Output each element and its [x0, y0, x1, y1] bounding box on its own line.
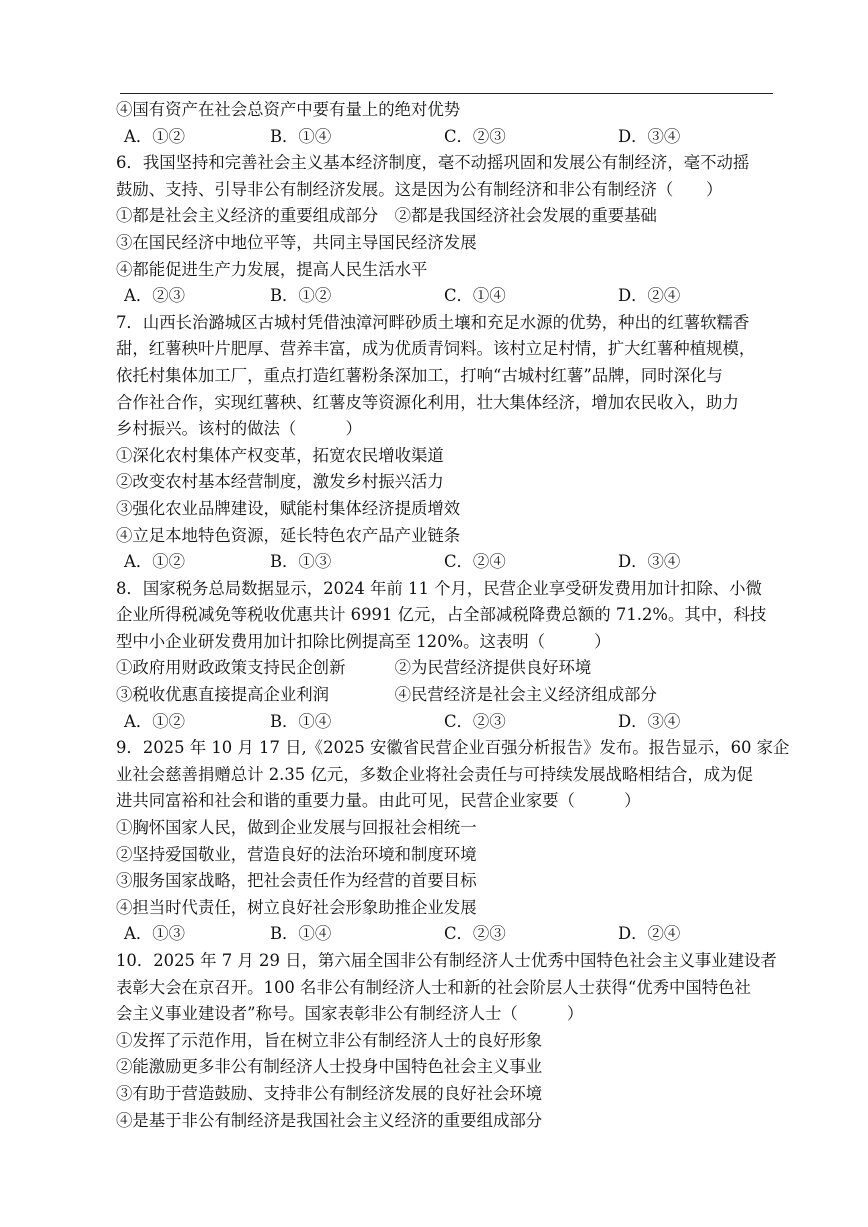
question-5-tail	[116, 97, 776, 150]
exam-page-content	[116, 97, 790, 1134]
question-line: 鼓励、支持、引导非公有制经济发展。这是因为公有制经济和非公有制经济（ ）	[116, 179, 723, 199]
statement-line: ②改变农村基本经营制度，激发乡村振兴活力	[116, 472, 444, 492]
answer-options	[116, 921, 776, 948]
question-10	[116, 948, 776, 1134]
option-c[interactable]: C．②③	[444, 924, 506, 944]
statement-line: ②能激励更多非公有制经济人士投身中国特色社会主义事业	[116, 1057, 543, 1077]
statement-line: ①政府用财政政策支持民企创新 ②为民营经济提供良好环境	[116, 658, 592, 678]
statement-line: ④都能促进生产力发展，提高人民生活水平	[116, 259, 428, 279]
statement-line: ④立足本地特色资源，延长特色农产品产业链条	[116, 525, 461, 545]
option-a[interactable]: A．①②	[124, 126, 186, 146]
option-c[interactable]: C．②③	[444, 711, 506, 731]
question-line: 6．我国坚持和完善社会主义基本经济制度，毫不动摇巩固和发展公有制经济，毫不动摇	[116, 153, 750, 173]
statement-line: ③强化农业品牌建设，赋能村集体经济提质增效	[116, 498, 461, 518]
question-line: 8．国家税务总局数据显示，2024 年前 11 个月，民营企业享受研发费用加计扣除、小微	[116, 578, 762, 598]
option-c[interactable]: C．①④	[444, 286, 506, 306]
question-8	[116, 576, 776, 736]
question-line: 乡村振兴。该村的做法（ ）	[116, 419, 362, 439]
question-line: 企业所得税减免等税收优惠共计 6991 亿元，占全部减税降费总额的 71.2%。其中，科技	[116, 605, 767, 625]
option-a[interactable]: A．①②	[124, 711, 186, 731]
question-line: 依托村集体加工厂，重点打造红薯粉条深加工，打响“古城村红薯”品牌，同时深化与	[116, 365, 723, 385]
answer-options	[116, 709, 776, 736]
option-d[interactable]: D．②④	[618, 924, 681, 944]
option-d[interactable]: D．③④	[618, 711, 681, 731]
statement-line: ②坚持爱国敬业，营造良好的法治环境和制度环境	[116, 844, 477, 864]
question-line: 7．山西长治潞城区古城村凭借浊漳河畔砂质土壤和充足水源的优势，种出的红薯软糯香	[116, 312, 750, 332]
option-d[interactable]: D．②④	[618, 286, 681, 306]
question-line: 甜，红薯秧叶片肥厚、营养丰富，成为优质青饲料。该村立足村情，扩大红薯种植规模，	[116, 339, 756, 359]
statement-line: ④担当时代责任，树立良好社会形象助推企业发展	[116, 897, 477, 917]
question-line: 9．2025 年 10 月 17 日,《2025 安徽省民营企业百强分析报告》发布。报告显示，60 家企	[116, 738, 790, 758]
header-rule	[120, 93, 773, 94]
statement-line: ①深化农村集体产权变革，拓宽农民增收渠道	[116, 445, 444, 465]
statement-line: ①胸怀国家人民，做到企业发展与回报社会相统一	[116, 818, 477, 838]
statement-line: ③有助于营造鼓励、支持非公有制经济发展的良好社会环境	[116, 1083, 543, 1103]
question-line: 型中小企业研发费用加计扣除比例提高至 120%。这表明（ ）	[116, 631, 611, 651]
option-b[interactable]: B．①④	[270, 711, 332, 731]
option-a[interactable]: A．②③	[124, 286, 186, 306]
statement-line: ①都是社会主义经济的重要组成部分 ②都是我国经济社会发展的重要基础	[116, 206, 657, 226]
answer-options	[116, 549, 776, 576]
statement-line: ①发挥了示范作用，旨在树立非公有制经济人士的良好形象	[116, 1030, 543, 1050]
statement-line: ④是基于非公有制经济是我国社会主义经济的重要组成部分	[116, 1110, 543, 1130]
question-line: 会主义事业建设者”称号。国家表彰非公有制经济人士（ ）	[116, 1004, 584, 1024]
statement-line: ③在国民经济中地位平等，共同主导国民经济发展	[116, 232, 477, 252]
option-a[interactable]: A．①②	[124, 552, 186, 572]
question-line: 进共同富裕和社会和谐的重要力量。由此可见，民营企业家要（ ）	[116, 791, 641, 811]
answer-options	[116, 283, 776, 310]
question-line: 表彰大会在京召开。100 名非公有制经济人士和新的社会阶层人士获得“优秀中国特色社	[116, 977, 751, 997]
statement-line: ③服务国家战略，把社会责任作为经营的首要目标	[116, 871, 477, 891]
option-b[interactable]: B．①②	[270, 286, 332, 306]
option-c[interactable]: C．②③	[444, 126, 506, 146]
answer-options	[116, 124, 776, 151]
question-line: 业社会慈善捐赠总计 2.35 亿元，多数企业将社会责任与可持续发展战略相结合，成为促	[116, 764, 753, 784]
question-6	[116, 150, 776, 310]
option-d[interactable]: D．③④	[618, 126, 681, 146]
question-9	[116, 735, 790, 948]
statement-line: ③税收优惠直接提高企业利润 ④民营经济是社会主义经济组成部分	[116, 685, 657, 705]
question-7	[116, 310, 776, 576]
option-d[interactable]: D．③④	[618, 552, 681, 572]
option-b[interactable]: B．①③	[270, 552, 332, 572]
question-line: 10．2025 年 7 月 29 日，第六届全国非公有制经济人士优秀中国特色社会主义事业建设者	[116, 951, 777, 970]
option-b[interactable]: B．①④	[270, 924, 332, 944]
option-a[interactable]: A．①③	[124, 924, 186, 944]
question-line: 合作社合作，实现红薯秧、红薯皮等资源化利用，壮大集体经济，增加农民收入，助力	[116, 392, 739, 412]
option-c[interactable]: C．②④	[444, 552, 506, 572]
option-b[interactable]: B．①④	[270, 126, 332, 146]
statement-line: ④国有资产在社会总资产中要有量上的绝对优势	[116, 100, 461, 119]
